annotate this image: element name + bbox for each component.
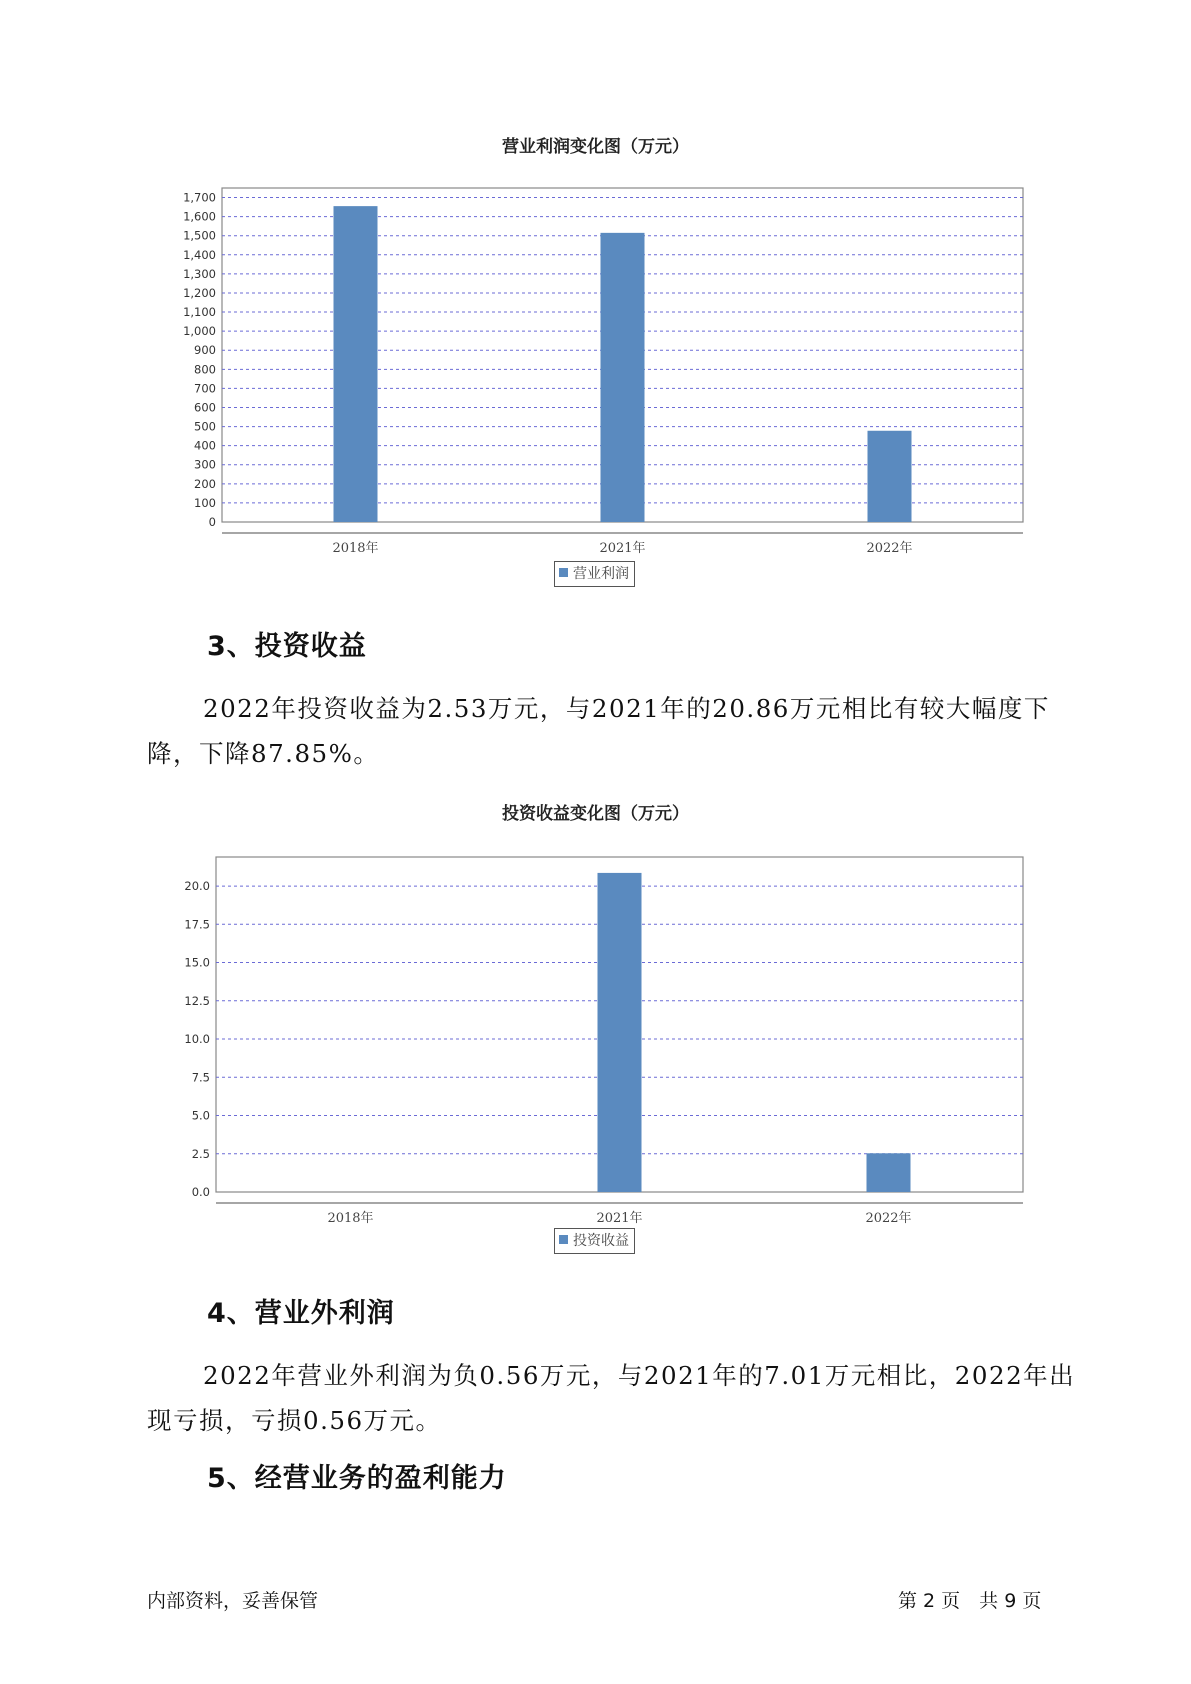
y-tick-label: 200 — [194, 476, 216, 491]
x-tick-label: 2021年 — [596, 1211, 643, 1226]
y-tick-label: 1,200 — [183, 285, 216, 300]
y-tick-label: 900 — [194, 343, 216, 358]
x-tick-label: 2018年 — [332, 541, 379, 556]
y-tick-label: 800 — [194, 362, 216, 377]
legend-label: 投资收益 — [573, 1233, 629, 1249]
y-tick-label: 0 — [208, 515, 216, 529]
y-tick-label: 1,100 — [183, 305, 216, 320]
legend-swatch — [559, 1235, 568, 1244]
y-tick-label: 400 — [194, 438, 216, 453]
legend-investment-income — [554, 1228, 635, 1254]
footer-page-number: 第 2 页 共 9 页 — [898, 1590, 1042, 1612]
section-4-heading: 4、营业外利润 — [207, 1298, 395, 1329]
y-tick-label: 7.5 — [191, 1070, 210, 1085]
x-tick-label: 2018年 — [327, 1211, 374, 1226]
y-tick-label: 600 — [194, 400, 216, 415]
section-3-heading: 3、投资收益 — [207, 631, 367, 662]
bar-2021年 — [598, 873, 642, 1192]
section-3-paragraph: 2022年投资收益为2.53万元，与2021年的20.86万元相比有较大幅度下降，下降87.85%。 — [147, 694, 1050, 768]
x-tick-label: 2022年 — [865, 1211, 912, 1226]
y-tick-label: 12.5 — [184, 993, 210, 1008]
footer-confidential-note: 内部资料，妥善保管 — [147, 1590, 319, 1612]
y-tick-label: 2.5 — [191, 1146, 210, 1161]
y-tick-label: 0.0 — [191, 1185, 210, 1199]
y-tick-label: 300 — [194, 457, 216, 472]
y-tick-label: 1,600 — [183, 209, 216, 224]
y-tick-label: 17.5 — [184, 917, 210, 932]
chart-title-investment-income: 投资收益变化图（万元） — [502, 804, 689, 824]
x-tick-label: 2022年 — [866, 541, 913, 556]
y-tick-label: 1,400 — [183, 247, 216, 262]
y-tick-label: 1,300 — [183, 266, 216, 281]
y-tick-label: 1,500 — [183, 228, 216, 243]
section-5-heading: 5、经营业务的盈利能力 — [207, 1463, 507, 1494]
y-tick-label: 700 — [194, 381, 216, 396]
x-tick-label: 2021年 — [599, 541, 646, 556]
y-tick-label: 10.0 — [184, 1032, 210, 1047]
y-tick-label: 1,000 — [183, 324, 216, 339]
y-tick-label: 20.0 — [184, 879, 210, 894]
section-4-paragraph: 2022年营业外利润为负0.56万元，与2021年的7.01万元相比，2022年出现亏损，亏损0.56万元。 — [147, 1361, 1076, 1435]
legend-label: 营业利润 — [573, 566, 629, 582]
y-tick-label: 15.0 — [184, 955, 210, 970]
chart-title-operating-profit: 营业利润变化图（万元） — [502, 137, 689, 157]
y-tick-label: 5.0 — [191, 1108, 210, 1123]
y-tick-label: 500 — [194, 419, 216, 434]
y-tick-label: 1,700 — [183, 190, 216, 205]
bar-2022年 — [867, 1153, 911, 1192]
y-tick-label: 100 — [194, 495, 216, 510]
